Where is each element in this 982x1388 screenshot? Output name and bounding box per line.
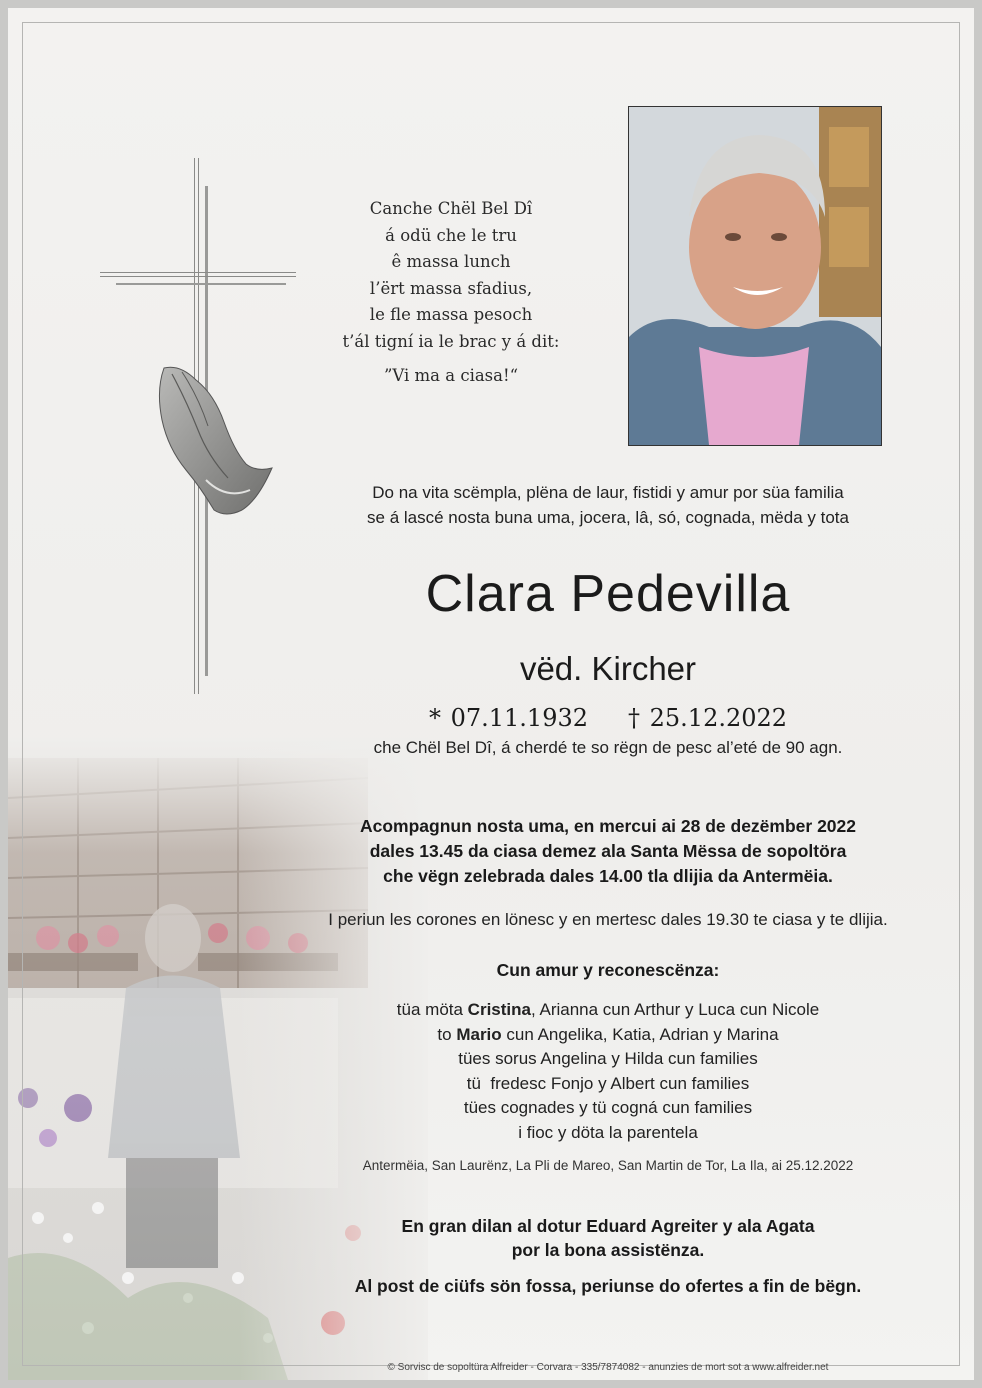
family-line: tües cognades y tü cogná cun families	[463, 1098, 753, 1117]
footer-credit: © Sorvisc de sopoltüra Alfreider - Corvara - 335/7874082 - anunzies de mort sot a www.alfreider.net	[387, 1362, 829, 1373]
poem-line: á odü che le tru	[385, 225, 517, 245]
portrait-photo	[628, 106, 882, 446]
closing-line: En gran dilan al dotur Eduard Agreiter y ala Agata	[401, 1216, 815, 1236]
family-line: tües sorus Angelina y Hilda cun families	[458, 1049, 758, 1068]
closing-line: Al post de ciüfs sön fossa, periunse do ofertes a fin de bëgn.	[354, 1276, 862, 1296]
closing-text	[298, 1214, 918, 1298]
death-statement: che Chël Bel Dî, á cherdé te so rëgn de pesc al’eté de 90 agn.	[373, 738, 843, 757]
closing-line: por la bona assistënza.	[511, 1240, 705, 1260]
poem-line: Canche Chël Bel Dî	[369, 199, 533, 218]
intro-line: Do na vita scëmpla, plëna de laur, fistidi y amur por süa familia	[372, 483, 844, 502]
intro-line: se á lascé nosta buna uma, jocera, lâ, só, cognada, mëda y tota	[367, 508, 849, 527]
cross-inner-crossbar	[116, 283, 286, 285]
family-line	[308, 1023, 908, 1048]
family-name-bold: Mario	[456, 1024, 502, 1044]
birth-date: * 07.11.1932	[428, 704, 588, 732]
poem-line: l’ërt massa sfadius,	[369, 278, 533, 298]
family-text: to	[437, 1024, 457, 1044]
poem-quote: ”Vi ma a ciasa!“	[383, 366, 519, 385]
deceased-name: Clara Pedevilla	[425, 565, 791, 623]
ceremony-line: dales 13.45 da ciasa demez ala Santa Mëssa de sopoltöra	[369, 841, 847, 861]
poem-line: le fle massa pesoch	[369, 305, 533, 324]
family-text: cun Angelika, Katia, Adrian y Marina	[501, 1024, 779, 1044]
family-heading: Cun amur y reconescënza:	[496, 960, 720, 980]
family-name-bold: Cristina	[467, 1000, 531, 1019]
life-dates	[308, 704, 908, 732]
poem-line: t’ál tigní ia le brac y á dit:	[342, 331, 560, 351]
rosary-prayer-text: I periun les corones en lönesc y en mertesc dales 19.30 te ciasa y te dlijia.	[328, 910, 888, 929]
family-line: i fioc y döta la parentela	[518, 1122, 698, 1142]
deceased-married-name: vëd. Kircher	[519, 650, 697, 687]
family-line	[308, 998, 908, 1023]
poem-line: ê massa lunch	[391, 252, 511, 271]
obituary-sheet	[8, 8, 974, 1380]
ceremony-line: che vëgn zelebrada dales 14.00 tla dlijia da Antermëia.	[383, 866, 833, 886]
cross-horizontal-beam	[100, 272, 296, 277]
death-date: † 25.12.2022	[628, 704, 788, 732]
funeral-ceremony-text	[298, 814, 918, 889]
family-list	[308, 998, 908, 1145]
intro-text	[288, 480, 928, 530]
family-text: , Arianna cun Arthur y Luca cun Nicole	[530, 1000, 820, 1019]
praying-hands-icon	[146, 360, 276, 520]
poem-block	[324, 196, 578, 390]
place-and-date: Antermëia, San Laurënz, La Pli de Mareo, San Martin de Tor, La Ila, ai 25.12.2022	[362, 1158, 854, 1173]
family-line: tü fredesc Fonjo y Albert cun families	[466, 1073, 750, 1093]
portrait-image	[629, 107, 881, 445]
ceremony-line: Acompagnun nosta uma, en mercui ai 28 de dezëmber 2022	[360, 816, 856, 836]
family-text: tüa möta	[396, 1000, 468, 1019]
